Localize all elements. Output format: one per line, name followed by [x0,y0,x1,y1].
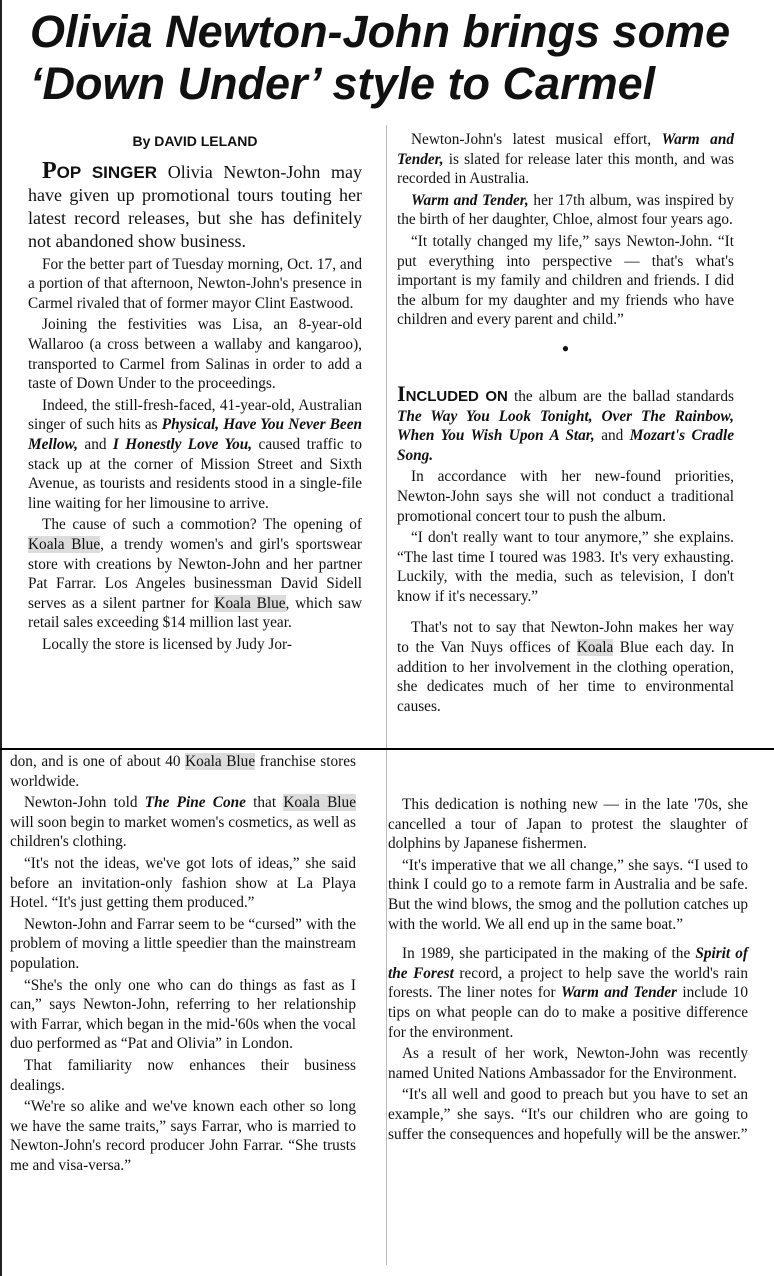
text: include 10 tips on what people can do to make a positive difference for the environment. [388,984,749,1041]
song-title: I Honestly Love You, [112,435,253,453]
paragraph: “I don't really want to tour anymore,” she explains. “The last time I toured was 1983. It's very exhausting. Luckily, with the media, such as television, I don't know if it's necessary.” [397,529,734,605]
record-title: Spirit of the Forest [388,945,748,982]
text: will soon begin to market women's cosmetics, as well as children's clothing. [10,813,356,851]
paragraph: That familiarity now enhances their business dealings. [10,1056,356,1094]
article-headline [30,6,750,110]
lead-word: NCLUDED ON [405,387,508,405]
paragraph: Locally the store is licensed by Judy Jor- [42,635,292,653]
song-title: Mozart's Cradle Song. [397,427,734,464]
section-bullet: • [561,335,570,361]
paragraph: “We're so alike and we've known each other so long we have the same traits,” says Farrar, who is married to Newton-John's record producer John Farrar. “She trusts me and visa-versa.” [10,1098,356,1174]
left-column-bottom [10,752,356,1177]
text: and [78,435,113,453]
paragraph: Joining the festivities was Lisa, an 8-year-old Wallaroo (a cross between a wallaby and kangaroo), transported to Carmel from Salinas in order to add a taste of Down Under to the proceedings. [28,316,362,393]
text: Indeed, the still-fresh-faced, 41-year-old, Australian singer of such hits as [28,396,362,434]
text: Newton-John's latest musical effort, [411,131,662,148]
section-lead-paragraph [397,380,734,465]
paragraph: For the better part of Tuesday morning, Oct. 17, and a portion of that afternoon, Newton-John's presence in Carmel rivaled that of former mayor Clint Eastwood. [28,255,362,312]
paragraph [28,396,362,514]
paragraph [388,944,748,1042]
text: and [594,427,630,445]
text: is slated for release later this month, and was recorded in Australia. [397,150,734,188]
left-column-top [28,130,362,656]
paragraph: “It's all well and good to preach but you have to set an example,” she says. “It's our children who are going to suffer the consequences and hopefully will be the answer.” [388,1086,748,1143]
text: caused traffic to stack up at the corner of Mission Street and Sixth Avenue, as tourists and residents stood in a single-file line waiting for her limousine to arrive. [28,435,362,512]
text: Blue each day. In addition to her involvement in the clothing operation, she dedicates much of her time to environmental causes. [397,639,734,715]
paragraph [28,515,362,633]
paragraph: “It totally changed my life,” says Newton-John. “It put everything into perspective — that's what's important is my family and children and friends. I did the album for my daughter and my friends who have children and every parent and child.” [397,232,734,329]
text: franchise stores worldwide. [10,753,356,790]
paragraph [397,618,734,716]
paragraph: “It's imperative that we all change,” she says. “I used to think I could go to a remote farm in Australia and be safe. But the wind blows, the smog and the pollution catches up with the world. We all end up in the same boat.” [388,856,748,933]
paragraph [397,130,734,189]
text: In 1989, she participated in the making of the [402,945,696,963]
byline: By DAVID LELAND [132,133,258,149]
song-titles: The Way You Look Tonight, Over The Rainbow, When You Wish Upon A Star, [397,407,734,445]
text: the album are the ballad standards [507,387,734,405]
lead-paragraph [28,157,363,253]
highlighted-term: Koala Blue [214,594,286,612]
text: The cause of such a commotion? The opening of [42,516,362,534]
lead-word: OP SINGER [56,162,158,182]
headline-line-1: Olivia Newton-John brings some [30,6,731,57]
paragraph: Newton-John and Farrar seem to be “cursed” with the problem of moving a little speedier than the mainstream population. [10,915,356,972]
text: , a trendy women's and girl's sportswear store with creations by Newton-John and her partner Pat Farrar. Los Angeles businessman David Sidell serves as a silent partner for [28,535,362,612]
highlighted-term: Koala [576,639,614,657]
lead-text: Olivia Newton-John may have given up promotional tours touting her latest record releases, but she has definitely not abandoned show business. [28,161,363,251]
paragraph: As a result of her work, Newton-John was recently named United Nations Ambassador for the Environment. [388,1045,748,1082]
highlighted-term: Koala Blue [283,794,356,812]
highlighted-term: Koala Blue [28,535,101,553]
right-column-bottom [388,795,748,1146]
publication-title: The Pine Cone [144,794,246,812]
drop-cap: P [42,157,57,184]
paragraph [397,191,734,230]
text: That's not to say that Newton-John makes her way to the Van Nuys offices of [397,619,734,657]
paragraph: This dedication is nothing new — in the late '70s, she cancelled a tour of Japan to protest the slaughter of dolphins by Japanese fishermen. [388,796,748,853]
album-title: Warm and Tender, [397,131,734,168]
paragraph: “She's the only one who can do things as fast as I can,” says Newton-John, referring to her relationship with Farrar, which began in the mid-'60s when the vocal duo performed as “Pat and Olivia” in London. [10,976,356,1053]
text: record, a project to help save the world's rain forests. The liner notes for [388,964,748,1002]
album-title: Warm and Tender [560,984,678,1002]
headline-line-2: ‘Down Under’ style to Carmel [30,58,656,109]
paragraph [10,752,356,791]
paragraph: In accordance with her new-found priorities, Newton-John says she will not conduct a traditional promotional concert tour to push the album. [397,468,734,525]
right-column-top [397,130,734,718]
paragraph [10,793,356,852]
drop-cap: I [397,380,406,406]
song-title: Physical, Have You Never Been Mellow, [28,416,362,453]
column-divider [386,125,387,1265]
page-border [0,0,2,1276]
album-title: Warm and Tender, [411,191,529,209]
paragraph: “It's not the ideas, we've got lots of ideas,” she said before an invitation-only fashion show at La Playa Hotel. “It's just getting them produced.” [10,854,356,912]
text: don, and is one of about 40 [10,753,186,770]
text: her 17th album, was inspired by the birth of her daughter, Chloe, almost four years ago. [397,191,734,229]
highlighted-term: Koala Blue [185,753,256,770]
text: Newton-John told [24,794,145,812]
text: that [245,794,284,812]
text: , which saw retail sales exceeding $14 million last year. [28,594,362,632]
clipping-seam [0,748,774,750]
